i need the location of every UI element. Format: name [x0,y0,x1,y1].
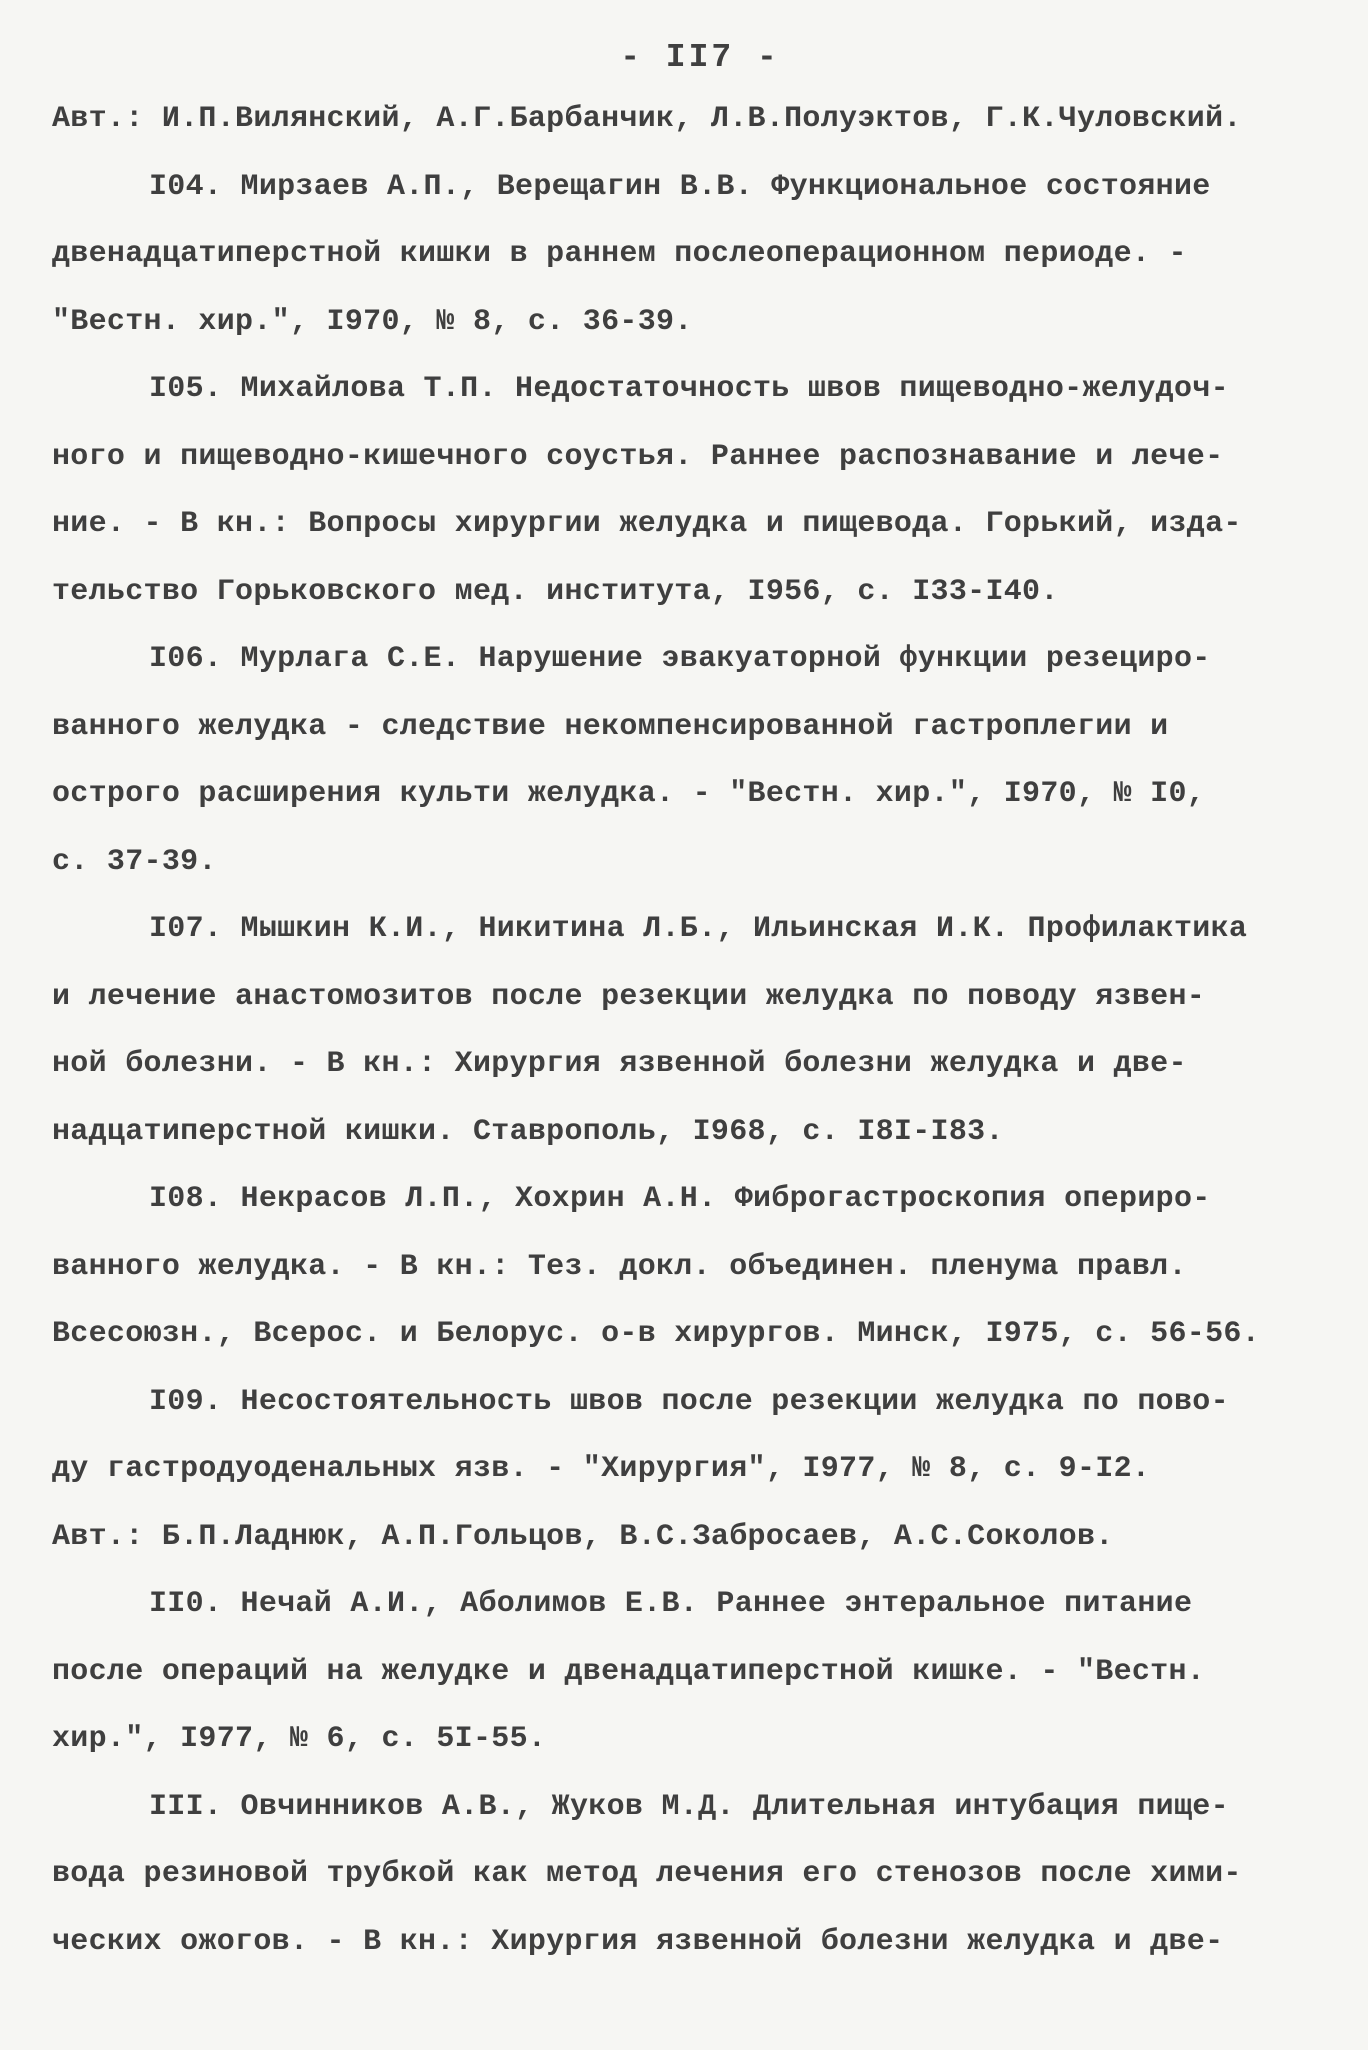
text-line: ванного желудка. - В кн.: Тез. докл. объединен. пленума правл. [52,1249,1187,1284]
text-line: с. 37-39. [52,844,217,879]
text-line: тельство Горьковского мед. института, I956, с. I33-I40. [52,574,1059,609]
text-line: I09. Несостоятельность швов после резекции желудка по пово- [149,1384,1229,1419]
text-line: двенадцатиперстной кишки в раннем послеоперационном периоде. - [52,237,1187,271]
text-line: хир.", I977, № 6, с. 5I-55. [52,1722,547,1756]
text-line: острого расширения культи желудка. - "Вестн. хир.", I970, № I0, [52,777,1206,811]
text-line: ду гастродуоденальных язв. - "Хирургия", I977, № 8, с. 9-I2. [52,1452,1151,1486]
text-line: и лечение анастомозитов после резекции желудка по поводу язвен- [52,979,1206,1014]
text-line: Авт.: И.П.Вилянский, А.Г.Барбанчик, Л.В.Полуэктов, Г.К.Чуловский. [52,102,1242,136]
text-line: III. Овчинников А.В., Жуков М.Д. Длительная интубация пище- [149,1789,1229,1824]
text-line: Авт.: Б.П.Ладнюк, А.П.Гольцов, В.С.Забросаев, А.С.Соколов. [52,1519,1114,1554]
text-line: надцатиперстной кишки. Ставрополь, I968, с. I8I-I83. [52,1114,1004,1149]
text-line: "Вестн. хир.", I970, № 8, с. 36-39. [52,304,693,339]
text-line: II0. Нечай А.И., Аболимов Е.В. Раннее энтеральное питание [149,1587,1193,1621]
text-line: Всесоюзн., Всерос. и Белорус. о-в хирургов. Минск, I975, с. 56-56. [52,1317,1260,1351]
text-line: I08. Некрасов Л.П., Хохрин А.Н. Фиброгастроскопия опериро- [149,1182,1211,1216]
page-number: - II7 - [620,39,780,76]
text-line: ного и пищеводно-кишечного соустья. Раннее распознавание и лече- [52,439,1224,474]
text-line: ческих ожогов. - В кн.: Хирургия язвенной болезни желудка и две- [52,1924,1224,1959]
bibliography-text [52,86,1308,1976]
text-line: вода резиновой трубкой как метод лечения его стенозов после хими- [52,1857,1242,1891]
text-line: ние. - В кн.: Вопросы хирургии желудка и пищевода. Горький, изда- [52,507,1242,541]
text-line: I07. Мышкин К.И., Никитина Л.Б., Ильинская И.К. Профилактика [149,912,1248,946]
text-line: I06. Мурлага С.Е. Нарушение эвакуаторной функции резециро- [149,642,1211,676]
text-line: после операций на желудке и двенадцатиперстной кишке. - "Вестн. [52,1654,1206,1689]
text-line: I05. Михайлова Т.П. Недостаточность швов пищеводно-желудоч- [149,372,1229,406]
text-line: I04. Мирзаев А.П., Верещагин В.В. Функциональное состояние [149,169,1211,204]
text-line: ванного желудка - следствие некомпенсированной гастроплегии и [52,709,1169,744]
text-line: ной болезни. - В кн.: Хирургия язвенной болезни желудка и две- [52,1047,1187,1081]
